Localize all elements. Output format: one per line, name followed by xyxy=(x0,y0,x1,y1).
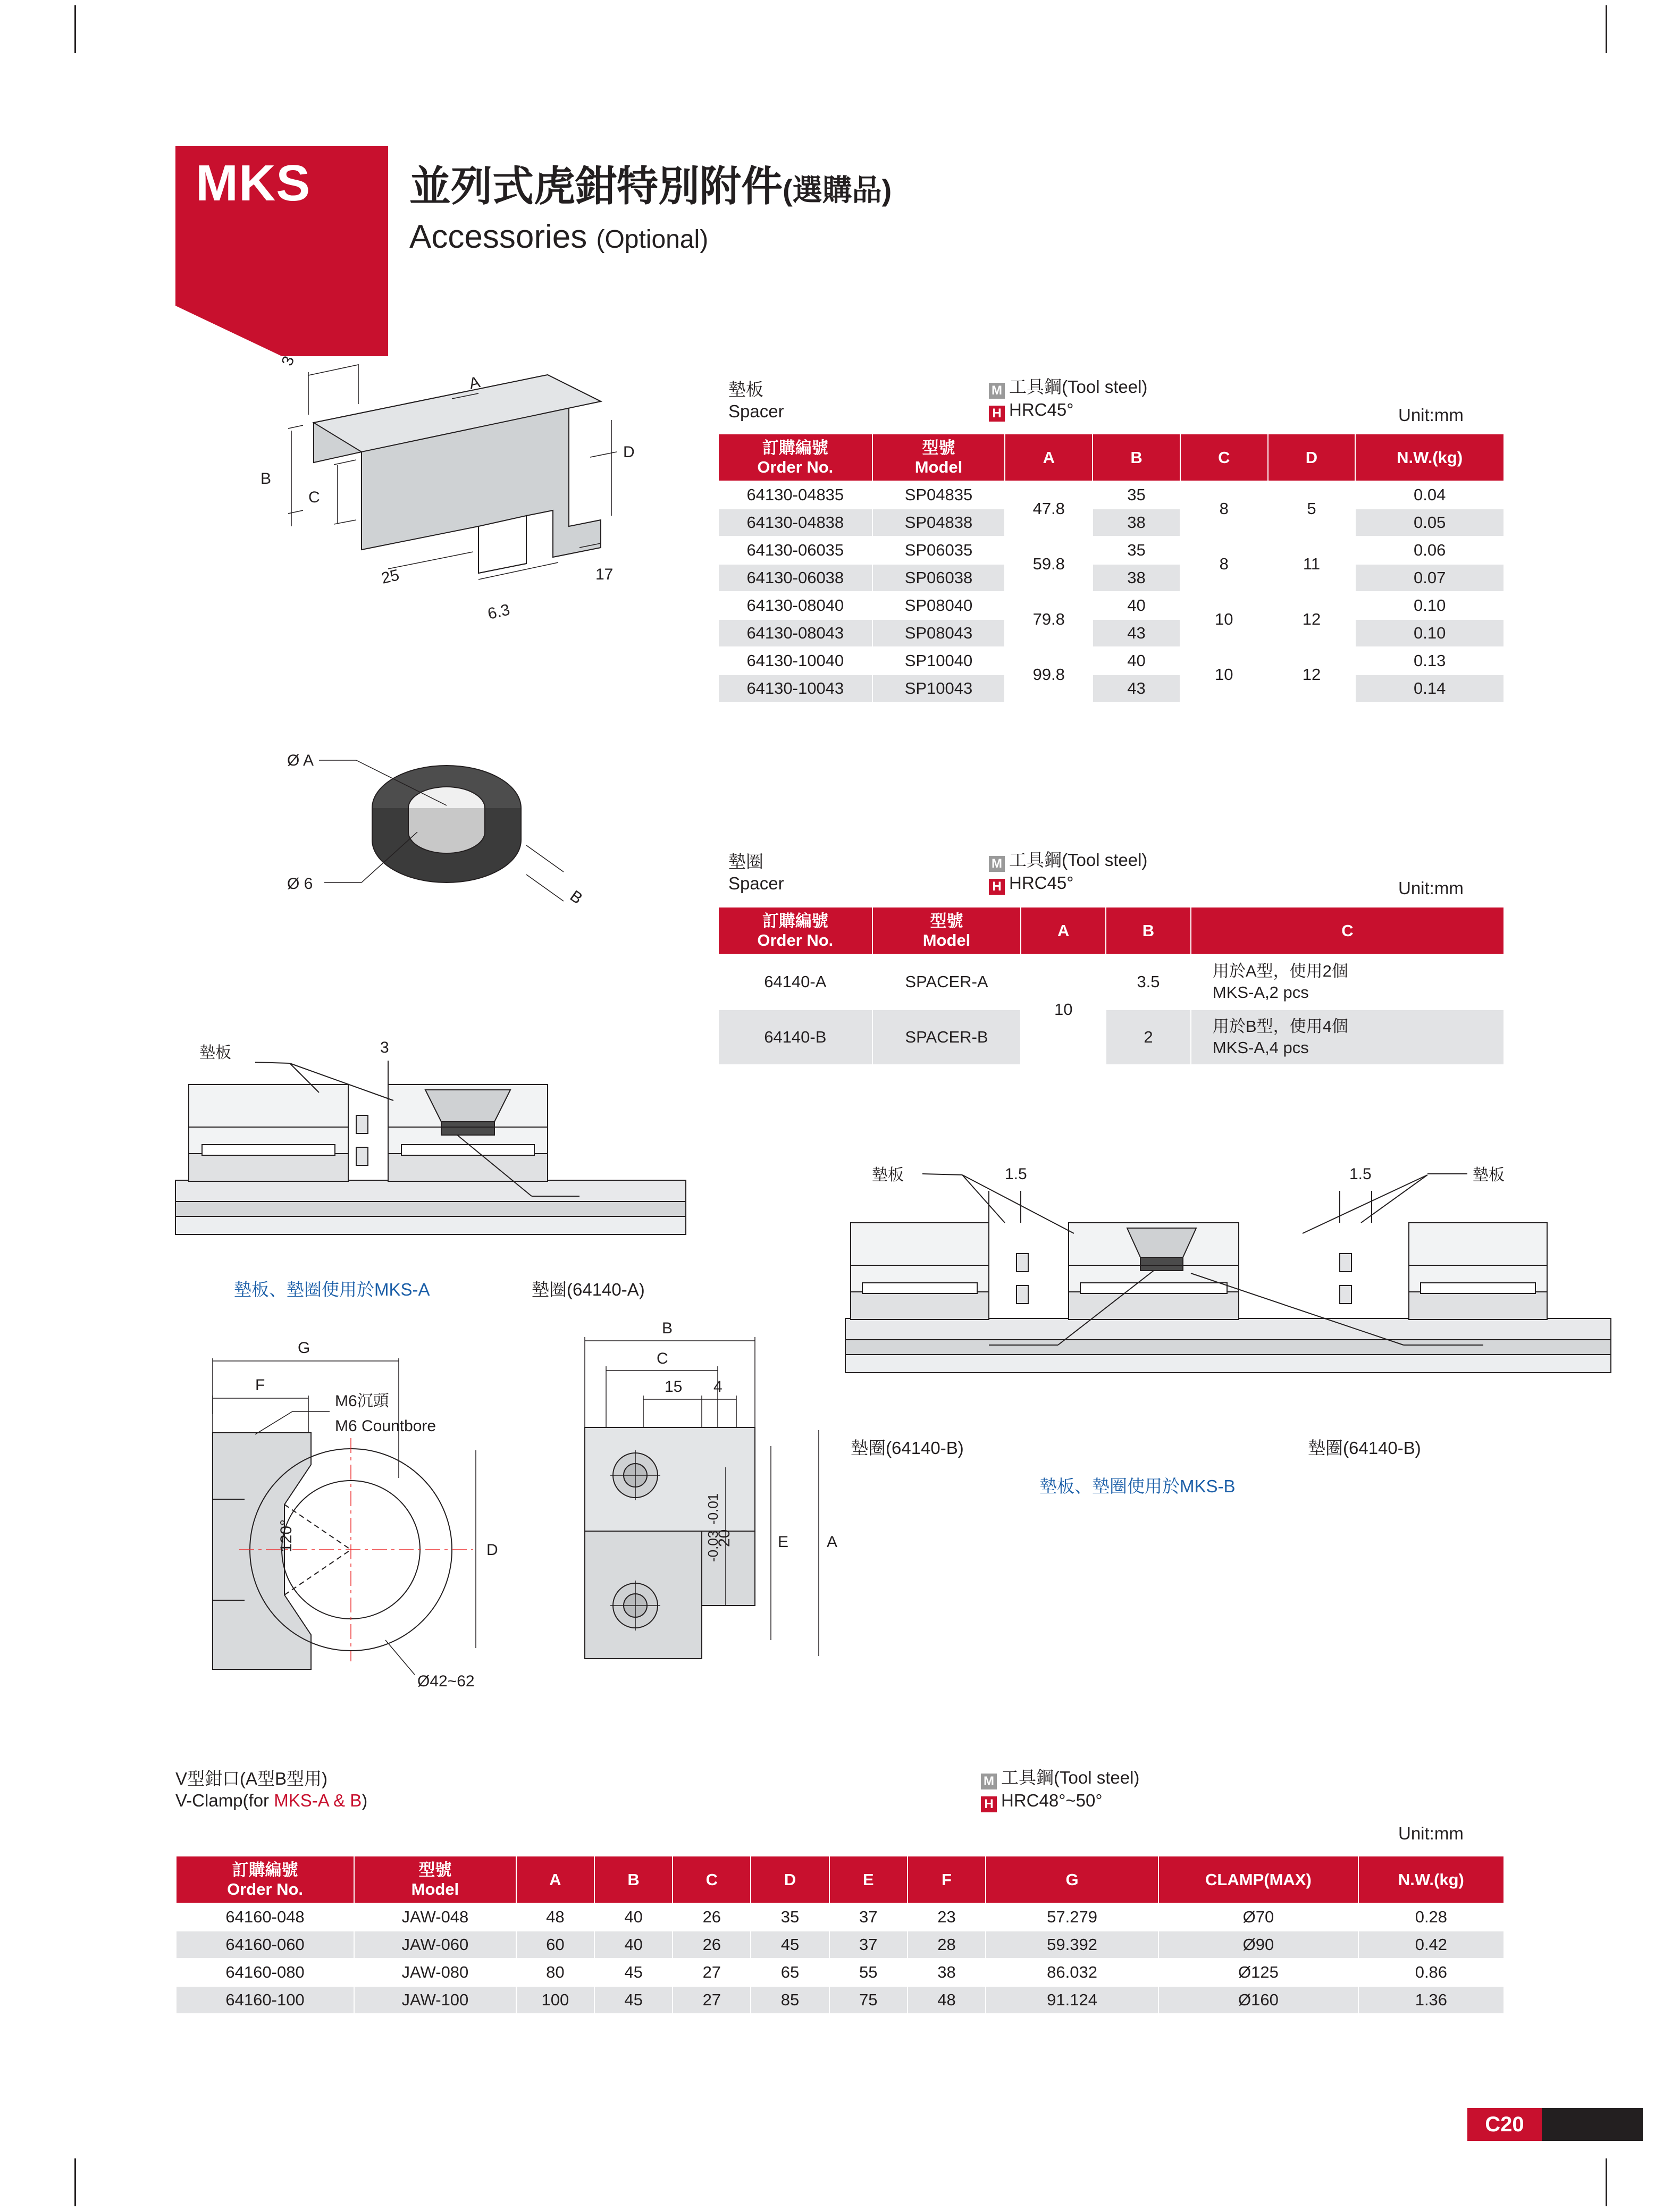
cell-model: SP10040 xyxy=(872,647,1005,675)
page-title-cn xyxy=(409,153,892,213)
material-m-text: 工具鋼(Tool steel) xyxy=(1001,1768,1140,1787)
cell-order: 64160-080 xyxy=(176,1959,354,1986)
cell-c: 8 xyxy=(1180,536,1268,592)
cell-b: 45 xyxy=(594,1986,673,2014)
spacer-ring-material-h xyxy=(989,873,1073,895)
vclamp-title-cn: V型鉗口(A型B型用) xyxy=(175,1769,328,1788)
material-badge-m-icon: M xyxy=(981,1774,997,1789)
cell-b: 2 xyxy=(1106,1010,1191,1065)
cell-order: 64140-A xyxy=(718,954,872,1010)
col-model-en: Model xyxy=(914,457,963,476)
col-nw: N.W.(kg) xyxy=(1358,1856,1504,1903)
cell-clamp: Ø125 xyxy=(1158,1959,1358,1986)
table-header-row xyxy=(718,907,1504,954)
cell-c-line1: 用於A型，使用2個 xyxy=(1212,961,1348,980)
dim-B: B xyxy=(261,470,272,488)
leader-ring-b-right: 墊圈(64140-B) xyxy=(1308,1438,1421,1458)
dim-3: 3 xyxy=(278,354,298,368)
cell-clamp: Ø160 xyxy=(1158,1986,1358,2014)
table-row xyxy=(718,1010,1504,1065)
cell-d: 12 xyxy=(1268,592,1356,647)
col-order-no xyxy=(718,434,872,481)
col-order-no-cn: 訂購編號 xyxy=(232,1861,298,1879)
spacer-plate-material-m xyxy=(989,373,1147,399)
cell-nw: 1.36 xyxy=(1358,1986,1504,2014)
cell-a: 79.8 xyxy=(1005,592,1093,647)
col-a: A xyxy=(516,1856,594,1903)
cell-a: 47.8 xyxy=(1005,481,1093,536)
cell-nw: 0.06 xyxy=(1355,536,1504,564)
table-row xyxy=(718,481,1504,509)
col-nw: N.W.(kg) xyxy=(1355,434,1504,481)
cell-c: 26 xyxy=(673,1903,751,1931)
cell-model: SP04835 xyxy=(872,481,1005,509)
cell-f: 28 xyxy=(908,1931,986,1959)
cell-d: 12 xyxy=(1268,647,1356,702)
dim-25: 25 xyxy=(380,566,401,587)
dim-63: 6.3 xyxy=(486,601,512,623)
cell-c: 27 xyxy=(673,1959,751,1986)
dim-4: 4 xyxy=(713,1378,723,1396)
table-row xyxy=(718,647,1504,675)
drawing-spacer-plate xyxy=(229,351,707,734)
table-row xyxy=(718,536,1504,564)
crop-mark-tr-v xyxy=(1606,5,1607,53)
leader-ring-b-left: 墊圈(64140-B) xyxy=(851,1438,964,1458)
col-order-no xyxy=(718,907,872,954)
cell-clamp: Ø90 xyxy=(1158,1931,1358,1959)
col-order-no-en: Order No. xyxy=(227,1879,304,1898)
cell-d: 45 xyxy=(751,1931,829,1959)
spacer-ring-title-cn: 墊圈 xyxy=(728,852,763,871)
spacer-plate-title-en: Spacer xyxy=(728,401,784,422)
col-c: C xyxy=(1191,907,1504,954)
cell-model: SP06038 xyxy=(872,564,1005,592)
dim-15-left: 1.5 xyxy=(1005,1165,1027,1183)
col-model-cn: 型號 xyxy=(922,439,955,457)
col-c: C xyxy=(1180,434,1268,481)
cell-c xyxy=(1191,1010,1504,1065)
col-clamp-max: CLAMP(MAX) xyxy=(1158,1856,1358,1903)
flag-notch xyxy=(175,306,388,356)
cell-b: 38 xyxy=(1093,564,1180,592)
cell-g: 86.032 xyxy=(986,1959,1158,1986)
cell-order: 64160-060 xyxy=(176,1931,354,1959)
table-row xyxy=(718,592,1504,619)
dim-15: 15 xyxy=(665,1378,683,1396)
dim-diameter-42-62: Ø42~62 xyxy=(417,1673,475,1690)
cell-model: SPACER-B xyxy=(872,1010,1021,1065)
cell-d: 11 xyxy=(1268,536,1356,592)
cell-a: 10 xyxy=(1021,954,1106,1065)
cell-c xyxy=(1191,954,1504,1010)
col-model-en: Model xyxy=(922,930,971,949)
cell-e: 75 xyxy=(829,1986,908,2014)
cell-nw: 0.13 xyxy=(1355,647,1504,675)
vclamp-material-m xyxy=(981,1764,1139,1789)
dim-tol-upper: -0.01 xyxy=(705,1493,721,1525)
vclamp-title-en-red: MKS-A & B xyxy=(274,1791,362,1811)
spacer-plate-unit: Unit:mm xyxy=(1398,405,1464,425)
dim-B-front: B xyxy=(662,1320,673,1337)
cell-b: 3.5 xyxy=(1106,954,1191,1010)
table-row xyxy=(718,509,1504,536)
cell-b: 38 xyxy=(1093,509,1180,536)
cell-a: 80 xyxy=(516,1959,594,1986)
vclamp-title-en-pre: V-Clamp(for xyxy=(175,1791,274,1811)
table-vclamp xyxy=(175,1855,1505,2014)
cell-c: 10 xyxy=(1180,647,1268,702)
vclamp-title xyxy=(175,1768,367,1812)
dim-D: D xyxy=(623,443,635,461)
cell-model: JAW-060 xyxy=(354,1931,516,1959)
dim-17: 17 xyxy=(595,566,614,583)
page-number: C20 xyxy=(1467,2108,1542,2141)
page-title-cn-sub: (選購品) xyxy=(783,173,892,207)
col-g: G xyxy=(986,1856,1158,1903)
material-h-text: HRC45° xyxy=(1009,873,1074,893)
material-h-text: HRC45° xyxy=(1009,400,1074,419)
col-d: D xyxy=(1268,434,1356,481)
col-model-cn: 型號 xyxy=(930,912,963,930)
dim-E: E xyxy=(778,1533,789,1551)
cell-e: 55 xyxy=(829,1959,908,1986)
drawing-vclamp-front xyxy=(542,1308,925,1797)
brand-label: MKS xyxy=(196,155,311,212)
cell-order: 64130-10040 xyxy=(718,647,872,675)
cell-g: 59.392 xyxy=(986,1931,1158,1959)
cell-c-line1: 用於B型，使用4個 xyxy=(1212,1016,1348,1036)
material-badge-m-icon: M xyxy=(989,856,1005,872)
cell-nw: 0.05 xyxy=(1355,509,1504,536)
page-title-en xyxy=(409,218,708,256)
page-title-cn-main: 並列式虎鉗特別附件 xyxy=(409,163,783,209)
spacer-ring-title xyxy=(728,851,784,895)
cell-b: 40 xyxy=(594,1931,673,1959)
col-d: D xyxy=(751,1856,829,1903)
col-b: B xyxy=(1106,907,1191,954)
cell-order: 64130-04835 xyxy=(718,481,872,509)
cell-order: 64130-10043 xyxy=(718,675,872,702)
dim-A: A xyxy=(467,373,482,393)
spacer-ring-title-en: Spacer xyxy=(728,873,784,894)
material-m-text: 工具鋼(Tool steel) xyxy=(1009,377,1148,397)
drawing-assembly-a xyxy=(159,1021,723,1318)
leader-ring-a: 墊圈(64140-A) xyxy=(532,1280,645,1299)
drawing-spacer-ring xyxy=(287,739,659,952)
cell-order: 64130-08043 xyxy=(718,619,872,647)
table-spacer-ring xyxy=(718,906,1505,1065)
page-title-en-sub: (Optional) xyxy=(596,225,709,254)
dim-D-side: D xyxy=(486,1541,498,1559)
table-row xyxy=(176,1959,1504,1986)
cell-d: 65 xyxy=(751,1959,829,1986)
crop-mark-tl-v xyxy=(74,5,76,53)
col-model xyxy=(872,434,1005,481)
cell-order: 64130-08040 xyxy=(718,592,872,619)
spacer-plate-title xyxy=(728,379,784,423)
dim-20: 20 xyxy=(716,1529,733,1547)
drawing-assembly-b xyxy=(829,1159,1627,1457)
col-order-no xyxy=(176,1856,354,1903)
label-spacer-plate-b-left: 墊板 xyxy=(872,1166,904,1184)
table-row xyxy=(176,1931,1504,1959)
col-f: F xyxy=(908,1856,986,1903)
cell-order: 64130-06038 xyxy=(718,564,872,592)
col-model xyxy=(354,1856,516,1903)
cell-clamp: Ø70 xyxy=(1158,1903,1358,1931)
cell-order: 64140-B xyxy=(718,1010,872,1065)
dim-C: C xyxy=(308,489,320,506)
col-a: A xyxy=(1005,434,1093,481)
col-model-cn: 型號 xyxy=(418,1861,452,1879)
cell-nw: 0.07 xyxy=(1355,564,1504,592)
col-b: B xyxy=(594,1856,673,1903)
spacer-ring-material-m xyxy=(989,846,1147,872)
material-h-text: HRC48°~50° xyxy=(1001,1791,1103,1810)
dim-F: F xyxy=(255,1376,265,1394)
table-row xyxy=(718,954,1504,1010)
vclamp-title-en-post: ) xyxy=(362,1791,368,1811)
dim-C-front: C xyxy=(657,1350,668,1367)
cell-nw: 0.28 xyxy=(1358,1903,1504,1931)
col-order-no-en: Order No. xyxy=(757,930,834,949)
cell-a: 100 xyxy=(516,1986,594,2014)
cell-f: 38 xyxy=(908,1959,986,1986)
cell-b: 35 xyxy=(1093,481,1180,509)
cell-model: SP08043 xyxy=(872,619,1005,647)
cell-b: 43 xyxy=(1093,619,1180,647)
col-b: B xyxy=(1093,434,1180,481)
table-row xyxy=(176,1903,1504,1931)
col-e: E xyxy=(829,1856,908,1903)
col-order-no-cn: 訂購編號 xyxy=(762,912,828,930)
col-order-no-cn: 訂購編號 xyxy=(762,439,828,457)
crop-mark-bl-v xyxy=(74,2158,76,2206)
cell-f: 23 xyxy=(908,1903,986,1931)
material-badge-h-icon: H xyxy=(989,406,1005,422)
dim-tol-lower: -0.03 xyxy=(705,1530,721,1562)
cell-b: 40 xyxy=(594,1903,673,1931)
page-title-en-main: Accessories xyxy=(409,219,587,255)
cell-model: SPACER-A xyxy=(872,954,1021,1010)
label-m6-cn: M6沉頭 xyxy=(335,1392,389,1410)
col-order-no-en: Order No. xyxy=(757,457,834,476)
cell-nw: 0.86 xyxy=(1358,1959,1504,1986)
cell-nw: 0.10 xyxy=(1355,592,1504,619)
table-row xyxy=(718,564,1504,592)
cell-order: 64130-04838 xyxy=(718,509,872,536)
cell-model: SP06035 xyxy=(872,536,1005,564)
cell-b: 40 xyxy=(1093,647,1180,675)
cell-model: JAW-048 xyxy=(354,1903,516,1931)
table-header-row xyxy=(718,434,1504,481)
cell-c-line2: MKS-A,2 pcs xyxy=(1212,983,1309,1002)
dim-diameter-6: Ø 6 xyxy=(287,875,313,893)
cell-d: 85 xyxy=(751,1986,829,2014)
dim-G: G xyxy=(298,1339,310,1357)
cell-model: SP08040 xyxy=(872,592,1005,619)
material-m-text: 工具鋼(Tool steel) xyxy=(1009,850,1148,870)
cell-a: 48 xyxy=(516,1903,594,1931)
cell-b: 40 xyxy=(1093,592,1180,619)
cell-g: 91.124 xyxy=(986,1986,1158,2014)
label-spacer-plate-b-right: 墊板 xyxy=(1473,1166,1505,1184)
cell-model: SP04838 xyxy=(872,509,1005,536)
spacer-plate-material-h xyxy=(989,400,1073,422)
col-c: C xyxy=(673,1856,751,1903)
caption-assembly-a: 墊板、墊圈使用於MKS-A xyxy=(234,1280,430,1299)
label-spacer-plate-a: 墊板 xyxy=(199,1044,231,1062)
dim-assembly-3: 3 xyxy=(380,1039,389,1056)
cell-f: 48 xyxy=(908,1986,986,2014)
cell-c: 10 xyxy=(1180,592,1268,647)
spacer-plate-title-cn: 墊板 xyxy=(728,380,763,399)
dim-A-front: A xyxy=(827,1533,838,1551)
cell-model: SP10043 xyxy=(872,675,1005,702)
cell-nw: 0.04 xyxy=(1355,481,1504,509)
dim-15-right: 1.5 xyxy=(1349,1165,1372,1183)
dim-angle-120: 120° xyxy=(278,1519,295,1552)
cell-a: 60 xyxy=(516,1931,594,1959)
vclamp-material-h xyxy=(981,1791,1103,1812)
cell-e: 37 xyxy=(829,1903,908,1931)
cell-model: JAW-080 xyxy=(354,1959,516,1986)
cell-order: 64160-048 xyxy=(176,1903,354,1931)
table-spacer-plate xyxy=(718,433,1505,703)
material-badge-h-icon: H xyxy=(981,1796,997,1812)
table-row xyxy=(718,619,1504,647)
cell-nw: 0.10 xyxy=(1355,619,1504,647)
cell-c: 8 xyxy=(1180,481,1268,536)
table-row xyxy=(718,675,1504,702)
material-badge-h-icon: H xyxy=(989,879,1005,895)
cell-c-line2: MKS-A,4 pcs xyxy=(1212,1038,1309,1057)
cell-d: 35 xyxy=(751,1903,829,1931)
cell-order: 64130-06035 xyxy=(718,536,872,564)
table-header-row xyxy=(176,1856,1504,1903)
dim-ring-B: B xyxy=(566,887,586,908)
cell-b: 43 xyxy=(1093,675,1180,702)
caption-assembly-b: 墊板、墊圈使用於MKS-B xyxy=(1039,1476,1236,1496)
crop-mark-br-v xyxy=(1606,2158,1607,2206)
cell-a: 59.8 xyxy=(1005,536,1093,592)
drawing-vclamp-side xyxy=(175,1329,558,1797)
cell-nw: 0.14 xyxy=(1355,675,1504,702)
label-m6-en: M6 Countbore xyxy=(335,1417,436,1435)
col-model-en: Model xyxy=(411,1879,459,1898)
cell-c: 27 xyxy=(673,1986,751,2014)
table-row xyxy=(176,1986,1504,2014)
cell-order: 64160-100 xyxy=(176,1986,354,2014)
spacer-ring-unit: Unit:mm xyxy=(1398,878,1464,898)
cell-nw: 0.42 xyxy=(1358,1931,1504,1959)
cell-a: 99.8 xyxy=(1005,647,1093,702)
cell-d: 5 xyxy=(1268,481,1356,536)
col-a: A xyxy=(1021,907,1106,954)
vclamp-unit: Unit:mm xyxy=(1398,1824,1464,1843)
cell-b: 45 xyxy=(594,1959,673,1986)
col-model xyxy=(872,907,1021,954)
cell-g: 57.279 xyxy=(986,1903,1158,1931)
cell-model: JAW-100 xyxy=(354,1986,516,2014)
cell-e: 37 xyxy=(829,1931,908,1959)
cell-b: 35 xyxy=(1093,536,1180,564)
material-badge-m-icon: M xyxy=(989,383,1005,399)
cell-c: 26 xyxy=(673,1931,751,1959)
dim-diameter-A: Ø A xyxy=(287,752,314,769)
